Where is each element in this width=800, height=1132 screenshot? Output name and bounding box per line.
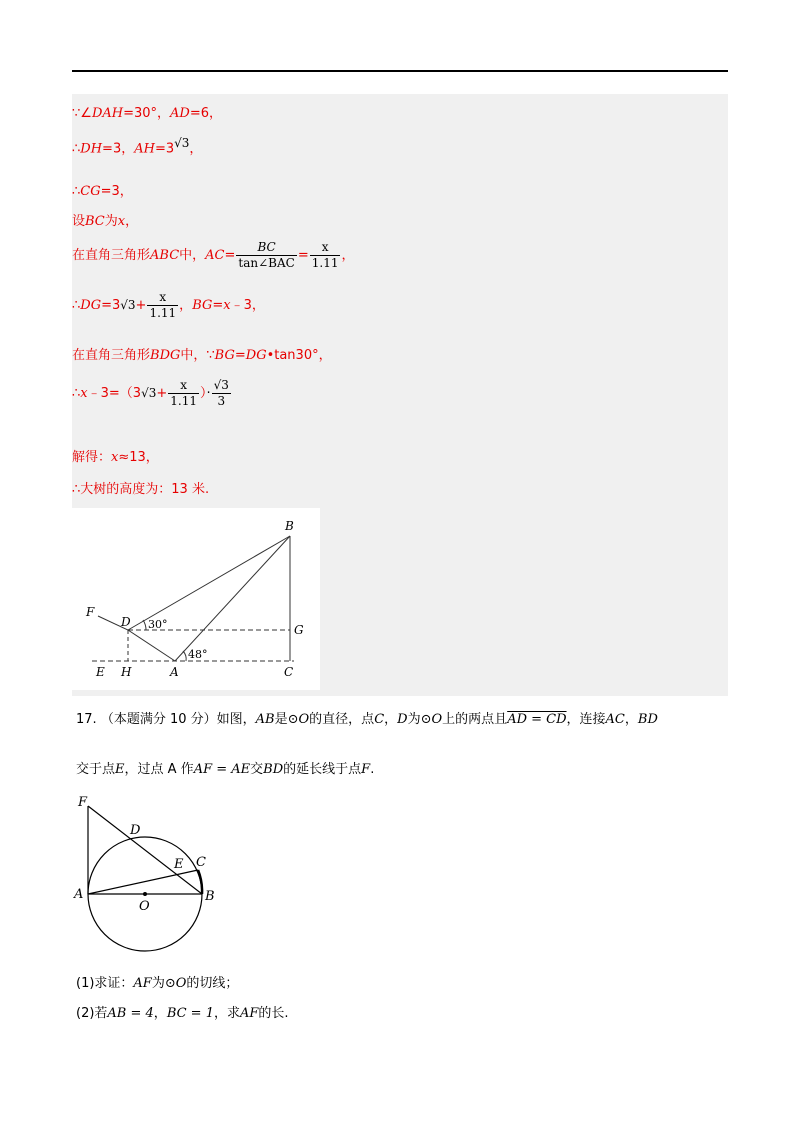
fraction <box>236 240 296 271</box>
t: ） <box>199 386 207 401</box>
t: BC = 1 <box>166 1006 214 1021</box>
angle-30: 30° <box>148 618 168 631</box>
t: =3， <box>100 184 133 199</box>
t: 为 <box>151 976 165 991</box>
t: ABC <box>150 248 180 263</box>
label-F: F <box>86 605 95 619</box>
t: x <box>80 386 88 401</box>
t: BG <box>214 348 235 363</box>
circle-diagram <box>72 790 232 960</box>
t: AD <box>170 106 190 121</box>
t: AF <box>240 1006 259 1021</box>
sqrt-3: √3 <box>120 298 136 312</box>
t: ， <box>341 248 355 263</box>
t: 设 <box>72 214 86 229</box>
label-O: O <box>139 899 150 914</box>
numerator: x <box>168 378 199 394</box>
t: . <box>370 762 375 777</box>
denominator: 1.11 <box>170 394 197 408</box>
label-D: D <box>121 615 131 629</box>
t: x <box>117 214 126 229</box>
solution-conclusion: ∴大树的高度为：13 米. <box>72 482 210 497</box>
t: ﹣3， <box>230 298 265 313</box>
numerator: x <box>147 290 178 306</box>
sqrt-3: √3 <box>174 136 190 150</box>
t: E <box>115 762 125 777</box>
t: AB <box>255 712 275 727</box>
t: AF <box>133 976 152 991</box>
denominator: 1.11 <box>311 256 339 270</box>
top-rule <box>72 70 728 72</box>
numerator: √3 <box>213 378 229 392</box>
t: 解得： <box>72 450 112 465</box>
fraction <box>168 378 199 409</box>
t: =3 <box>101 298 121 313</box>
t: AH <box>134 141 155 157</box>
t: 为 <box>407 712 421 727</box>
t: (1)求证： <box>76 976 134 991</box>
t: DG <box>245 348 267 363</box>
t: = <box>212 298 224 313</box>
t: ， <box>179 298 193 313</box>
fraction <box>147 290 178 321</box>
t: ，过点 A 作 <box>124 762 194 777</box>
t: AC <box>205 248 225 263</box>
t: 中，∵ <box>180 348 215 363</box>
denominator: 3 <box>217 394 226 408</box>
t: ⊙O <box>287 712 310 727</box>
label-E: E <box>96 665 105 679</box>
t: 的延长线于点 <box>283 762 362 777</box>
label-F: F <box>78 795 88 810</box>
t: ， <box>125 214 139 229</box>
t: BG <box>192 298 213 313</box>
solution-line-8 <box>72 378 232 409</box>
t: = <box>224 248 236 263</box>
t: =3 <box>154 141 175 157</box>
t: = <box>297 248 309 263</box>
numerator: BC <box>236 240 296 256</box>
solution-line-6 <box>72 290 265 321</box>
t: BDG <box>150 348 181 363</box>
t: AB = 4 <box>107 1006 154 1021</box>
t: =6， <box>189 106 223 121</box>
t: ∴ <box>72 298 81 313</box>
t: ⊙O <box>164 976 187 991</box>
sqrt-3: √3 <box>141 386 157 400</box>
t: =30°， <box>123 106 171 121</box>
t: 的直径，点 <box>309 712 375 727</box>
t: ∵∠ <box>72 106 92 121</box>
label-G: G <box>294 623 304 637</box>
t: ﹣3=（3 <box>87 386 142 401</box>
arc-equation: AD = CD <box>507 712 567 727</box>
t: · <box>206 386 211 401</box>
t: =3， <box>102 141 135 157</box>
label-A: A <box>170 665 179 679</box>
angle-48: 48° <box>188 648 208 661</box>
t: ， <box>384 712 398 727</box>
sub-question-1 <box>76 972 238 991</box>
denominator: tan∠BAC <box>238 256 295 270</box>
t: DH <box>80 141 103 157</box>
t: ≈13， <box>118 450 159 465</box>
t: ，连接 <box>566 712 606 727</box>
fraction <box>310 240 341 271</box>
label-H: H <box>121 665 132 679</box>
t: x <box>111 450 119 465</box>
solution-line-7 <box>72 344 332 363</box>
t: ， <box>624 712 638 727</box>
t: 的切线； <box>186 976 239 991</box>
t: 的长. <box>258 1006 289 1021</box>
t: AF = AE <box>193 762 251 777</box>
t: BD <box>637 712 658 727</box>
sub-question-2 <box>76 1002 289 1021</box>
t: 上的两点且 <box>442 712 508 727</box>
solution-line-2 <box>72 136 202 156</box>
center-dot <box>143 892 147 896</box>
solution-line-5 <box>72 240 355 271</box>
question-number: 17. <box>76 712 97 727</box>
question-17-line-1 <box>76 710 658 730</box>
solution-line-3 <box>72 180 133 199</box>
t: DAH <box>91 106 124 121</box>
question-17-line-2 <box>76 760 374 780</box>
t: ∴ <box>72 386 81 401</box>
t: = <box>234 348 246 363</box>
t: + <box>135 298 147 313</box>
t: 中， <box>179 248 206 263</box>
tree-height-diagram <box>72 508 320 690</box>
fraction <box>212 378 231 409</box>
t: + <box>156 386 168 401</box>
t: BD <box>263 762 284 777</box>
solution-line-4 <box>72 210 138 229</box>
t: D <box>397 712 408 727</box>
t: （本题满分 10 分）如图， <box>100 712 256 727</box>
numerator: x <box>310 240 341 256</box>
label-C: C <box>196 855 206 870</box>
circle-figure <box>72 790 232 960</box>
denominator: 1.11 <box>149 306 177 320</box>
t: (2)若 <box>76 1006 108 1021</box>
t: AC <box>605 712 625 727</box>
t: ∴ <box>72 141 81 157</box>
t: ∴ <box>72 184 81 199</box>
solution-line-1 <box>72 102 222 121</box>
t: C <box>374 712 385 727</box>
t: F <box>361 762 371 777</box>
label-B: B <box>285 519 294 533</box>
label-C: C <box>284 665 294 679</box>
label-B: B <box>205 889 215 904</box>
t: 是 <box>274 712 288 727</box>
t: 为 <box>104 214 118 229</box>
t: 交 <box>250 762 264 777</box>
t: ， <box>189 141 203 157</box>
t: 在直角三角形 <box>72 348 151 363</box>
solution-line-9 <box>72 446 159 465</box>
tree-height-figure <box>72 508 320 690</box>
t: 交于点 <box>76 762 116 777</box>
label-D: D <box>130 823 141 838</box>
t: CG <box>80 184 101 199</box>
t: BC <box>85 214 105 229</box>
t: ， <box>153 1006 167 1021</box>
t: ⊙O <box>420 712 443 727</box>
t: 在直角三角形 <box>72 248 151 263</box>
t: ，求 <box>213 1006 240 1021</box>
solution-block <box>72 94 728 696</box>
label-E: E <box>174 857 184 872</box>
t: DG <box>80 298 102 313</box>
label-A: A <box>74 887 84 902</box>
t: x <box>223 298 231 313</box>
t: •tan30°， <box>266 348 332 363</box>
